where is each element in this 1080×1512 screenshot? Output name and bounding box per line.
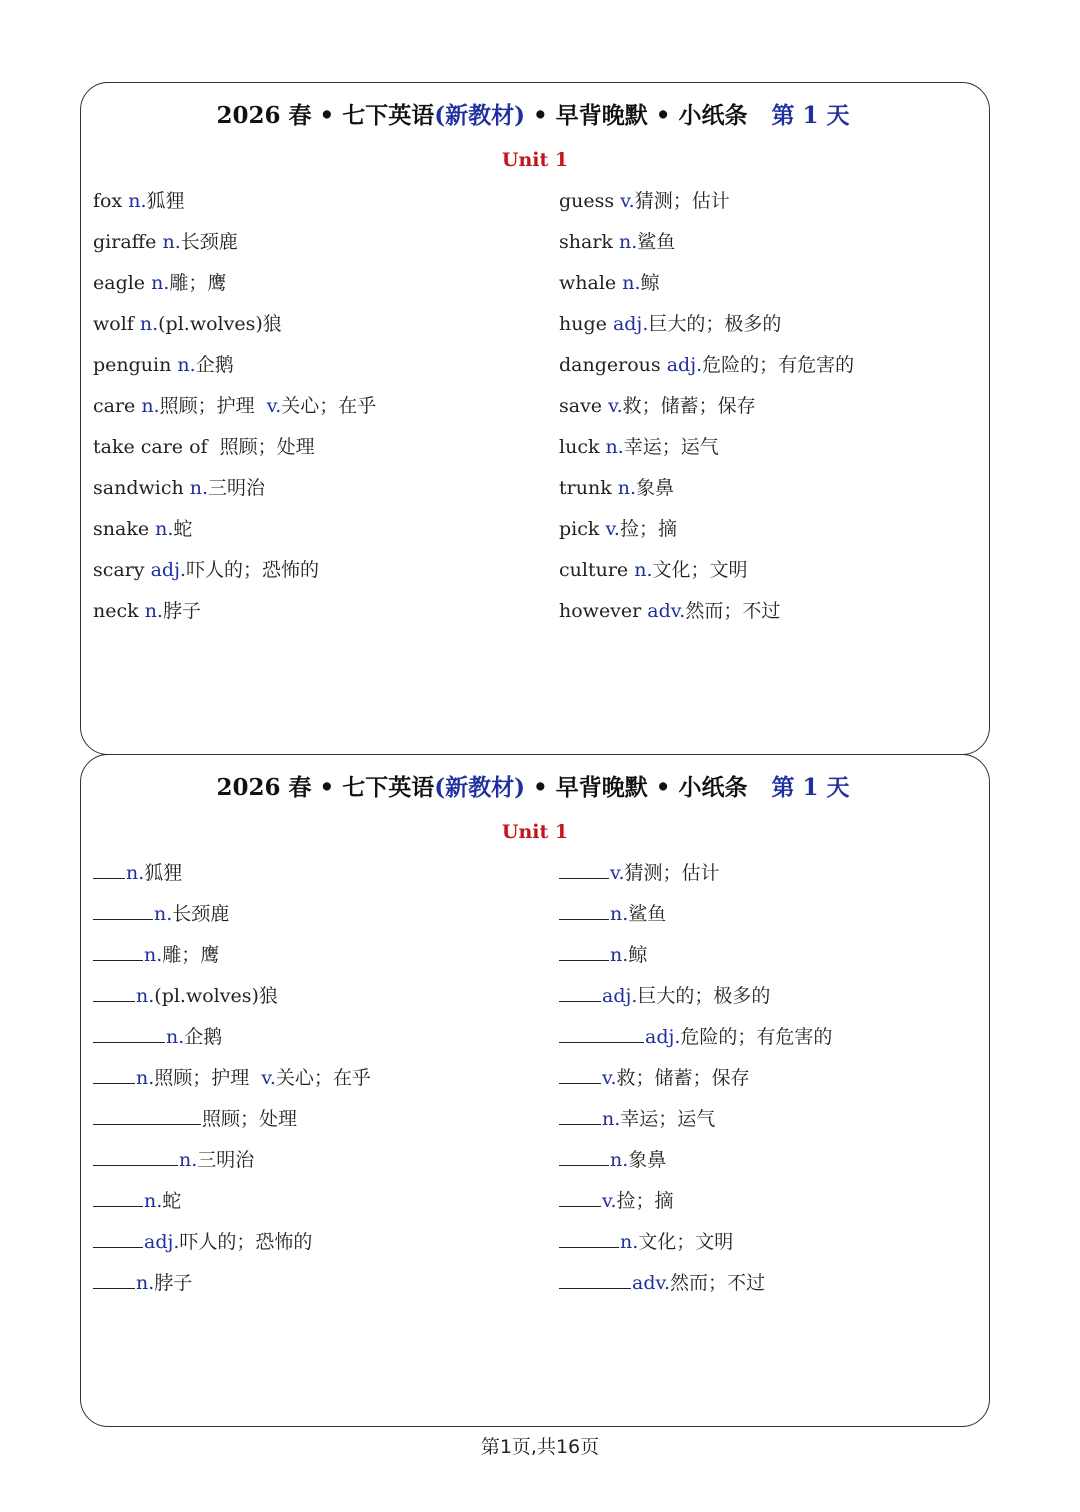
answer-blank[interactable] <box>559 860 609 879</box>
answer-blank[interactable] <box>93 1270 135 1289</box>
vocab-entry: fox n.狐狸 <box>93 190 185 212</box>
blank-entry: v.捡；摘 <box>559 1187 979 1228</box>
title-edition: (新教材) <box>434 774 526 801</box>
vocab-entry: guess v.猜测；估计 <box>559 190 730 212</box>
title-dot: • <box>655 774 671 801</box>
answer-blank[interactable] <box>559 1229 619 1248</box>
blank-entry: v.猜测；估计 <box>559 859 979 900</box>
day-indicator: 第 1 天 <box>771 774 850 801</box>
blank-entry: n.三明治 <box>93 1146 543 1187</box>
blank-entry: 照顾；处理 <box>93 1105 543 1146</box>
answer-blank[interactable] <box>559 1065 601 1084</box>
answer-blank[interactable] <box>93 1065 135 1084</box>
blank-entry: adj.吓人的；恐怖的 <box>93 1228 543 1269</box>
blank-entry: n.幸运；运气 <box>559 1105 979 1146</box>
answer-blank[interactable] <box>559 1106 601 1125</box>
vocab-entry: however adv.然而；不过 <box>559 600 781 622</box>
title-series: 早背晚默 <box>555 102 648 129</box>
page-number: 第1页,共16页 <box>480 1436 600 1458</box>
blank-list-right <box>559 859 979 1310</box>
blank-entry: n.狐狸 <box>93 859 543 900</box>
vocab-entry: care n.照顾；护理 v.关心；在乎 <box>93 395 377 417</box>
vocab-entry: scary adj.吓人的；恐怖的 <box>93 559 320 581</box>
vocab-entry: giraffe n.长颈鹿 <box>93 231 238 253</box>
blank-entry: n.长颈鹿 <box>93 900 543 941</box>
vocab-entry: luck n.幸运；运气 <box>559 436 719 458</box>
blank-entry: n.鲨鱼 <box>559 900 979 941</box>
title-course: 七下英语 <box>342 774 435 801</box>
vocab-card-blanks <box>80 754 990 1427</box>
vocab-entry: penguin n.企鹅 <box>93 354 234 376</box>
blank-entry: n.鲸 <box>559 941 979 982</box>
answer-blank[interactable] <box>559 1147 609 1166</box>
vocab-entry: save v.救；储蓄；保存 <box>559 395 756 417</box>
blank-entry: adj.巨大的；极多的 <box>559 982 979 1023</box>
title-dot: • <box>533 102 548 129</box>
answer-blank[interactable] <box>93 1229 143 1248</box>
answer-blank[interactable] <box>559 983 601 1002</box>
answer-blank[interactable] <box>93 1106 201 1125</box>
vocab-list-right <box>559 187 979 638</box>
vocab-list-left <box>93 187 543 638</box>
answer-blank[interactable] <box>93 860 125 879</box>
title-dot: • <box>533 774 548 801</box>
vocab-entry: snake n.蛇 <box>93 518 193 540</box>
blank-entry: n.象鼻 <box>559 1146 979 1187</box>
title-dot: • <box>655 102 671 129</box>
blank-entry: v.救；储蓄；保存 <box>559 1064 979 1105</box>
blank-entry: n.(pl.wolves)狼 <box>93 982 543 1023</box>
answer-blank[interactable] <box>93 1188 143 1207</box>
vocab-entry: wolf n.(pl.wolves)狼 <box>93 313 282 335</box>
vocab-entry: shark n.鲨鱼 <box>559 231 676 253</box>
title-year: 2026 春 <box>216 774 312 801</box>
answer-blank[interactable] <box>559 1188 601 1207</box>
vocab-entry: trunk n.象鼻 <box>559 477 675 499</box>
blank-entry: n.企鹅 <box>93 1023 543 1064</box>
blank-entry: n.蛇 <box>93 1187 543 1228</box>
blank-list-left <box>93 859 543 1310</box>
title-note: 小纸条 <box>678 102 748 129</box>
blank-entry: adv.然而；不过 <box>559 1269 979 1310</box>
blank-entry: n.雕；鹰 <box>93 941 543 982</box>
answer-blank[interactable] <box>93 942 143 961</box>
blank-entry: n.脖子 <box>93 1269 543 1310</box>
title-edition: (新教材) <box>434 102 526 129</box>
blank-entry: adj.危险的；有危害的 <box>559 1023 979 1064</box>
answer-blank[interactable] <box>93 901 153 920</box>
card-title <box>81 769 989 802</box>
day-indicator: 第 1 天 <box>771 102 850 129</box>
title-dot: • <box>319 102 335 129</box>
unit-label: Unit 1 <box>501 149 569 171</box>
title-note: 小纸条 <box>678 774 748 801</box>
answer-blank[interactable] <box>559 901 609 920</box>
vocab-card-answers <box>80 82 990 755</box>
vocab-entry: huge adj.巨大的；极多的 <box>559 313 782 335</box>
vocab-entry: neck n.脖子 <box>93 600 201 622</box>
title-dot: • <box>319 774 335 801</box>
answer-blank[interactable] <box>93 983 135 1002</box>
title-year: 2026 春 <box>216 102 312 129</box>
blank-entry: n.照顾；护理 v.关心；在乎 <box>93 1064 543 1105</box>
card-title <box>81 97 989 130</box>
vocab-entry: culture n.文化；文明 <box>559 559 748 581</box>
blank-entry: n.文化；文明 <box>559 1228 979 1269</box>
answer-blank[interactable] <box>93 1147 178 1166</box>
vocab-entry: whale n.鲸 <box>559 272 660 294</box>
vocab-entry: pick v.捡；摘 <box>559 518 677 540</box>
title-course: 七下英语 <box>342 102 435 129</box>
answer-blank[interactable] <box>559 942 609 961</box>
title-series: 早背晚默 <box>555 774 648 801</box>
vocab-entry: sandwich n.三明治 <box>93 477 266 499</box>
vocab-entry: dangerous adj.危险的；有危害的 <box>559 354 855 376</box>
answer-blank[interactable] <box>559 1270 631 1289</box>
unit-label: Unit 1 <box>501 821 569 843</box>
vocab-entry: take care of 照顾；处理 <box>93 436 315 458</box>
vocab-entry: eagle n.雕；鹰 <box>93 272 227 294</box>
answer-blank[interactable] <box>93 1024 165 1043</box>
answer-blank[interactable] <box>559 1024 644 1043</box>
